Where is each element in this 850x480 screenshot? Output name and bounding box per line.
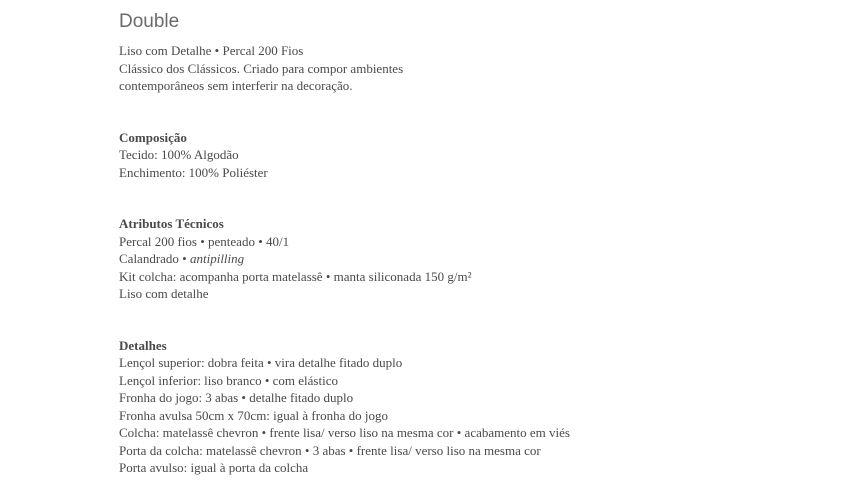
composition-heading: Composição — [119, 129, 187, 145]
composition-section — [119, 129, 819, 182]
detail-line: Fronha avulsa 50cm x 70cm: igual à fronha do jogo — [119, 407, 388, 423]
attribute-italic-text: antipilling — [189, 251, 245, 266]
detail-line: Porta avulso: igual à porta da colcha — [119, 460, 309, 475]
attribute-text: Calandrado • — [119, 251, 190, 266]
technical-attributes-heading: Atributos Técnicos — [119, 216, 224, 231]
product-intro — [119, 42, 819, 95]
product-title: Double — [119, 11, 180, 32]
attribute-line: Kit colcha: acompanha porta matelassê • manta siliconada 150 g/m² — [119, 268, 472, 284]
attribute-line — [119, 250, 819, 268]
intro-line: contemporâneos sem interferir na decoração. — [119, 78, 353, 93]
detail-line: Fronha do jogo: 3 abas • detalhe fitado duplo — [119, 390, 354, 405]
attribute-line: Percal 200 fios • penteado • 40/1 — [119, 233, 290, 249]
detail-line: Colcha: matelassê chevron • frente lisa/ verso liso na mesma cor • acabamento em viés — [119, 425, 570, 440]
detail-line: Lençol superior: dobra feita • vira detalhe fitado duplo — [119, 355, 403, 370]
detail-line: Porta da colcha: matelassê chevron • 3 abas • frente lisa/ verso liso na mesma cor — [119, 442, 541, 458]
technical-attributes-section — [119, 215, 819, 303]
detail-line: Lençol inferior: liso branco • com elástico — [119, 372, 338, 388]
intro-line: Clássico dos Clássicos. Criado para compor ambientes — [119, 60, 404, 76]
attribute-line: Liso com detalhe — [119, 286, 209, 301]
product-details — [119, 9, 819, 477]
intro-line: Liso com Detalhe • Percal 200 Fios — [119, 43, 304, 58]
details-section — [119, 337, 819, 477]
details-heading: Detalhes — [119, 337, 167, 353]
composition-line: Enchimento: 100% Poliéster — [119, 164, 268, 180]
composition-line: Tecido: 100% Algodão — [119, 147, 239, 162]
